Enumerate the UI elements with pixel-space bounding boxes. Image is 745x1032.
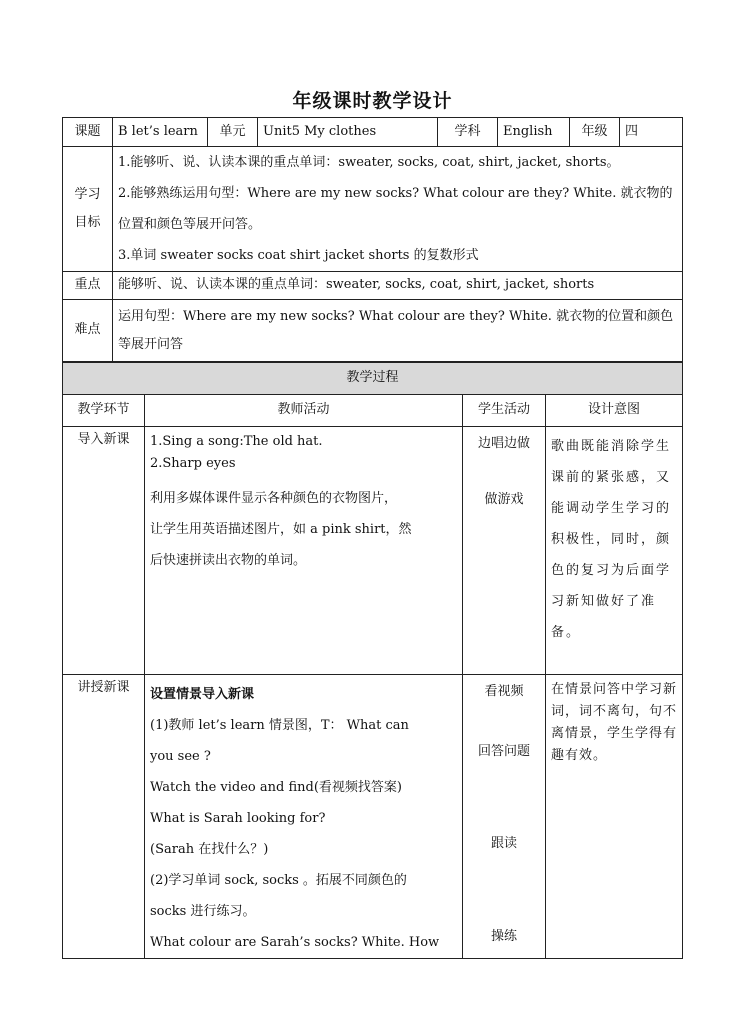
teacher-line: What is Sarah looking for? [150, 811, 326, 826]
teacher-line: Watch the video and find(看视频找答案) [150, 780, 402, 795]
col-header-intent: 设计意图 [546, 395, 683, 427]
teacher-line: 让学生用英语描述图片，如 a pink shirt，然 [150, 522, 412, 537]
objective-item: 1.能够听、说、认读本课的重点单词：sweater, socks, coat, shirt, jacket, shorts。 [118, 155, 620, 170]
student-line: 跟读 [490, 836, 517, 852]
objectives-label-1: 学习 [74, 186, 101, 202]
stage-cell: 讲授新课 [63, 675, 145, 959]
process-table [62, 362, 683, 959]
teacher-activity-cell [145, 427, 463, 675]
teacher-line: What colour are Sarah’s socks? White. How [150, 935, 440, 950]
teacher-line: you see ? [150, 749, 211, 764]
col-header-student: 学生活动 [463, 395, 546, 427]
teacher-line: 后快速拼读出衣物的单词。 [150, 553, 307, 568]
objective-item: 3.单词 sweater socks coat shirt jacket shorts 的复数形式 [118, 248, 479, 263]
teacher-line: (2)学习单词 sock, socks 。拓展不同颜色的 [150, 873, 407, 888]
teacher-line: 2.Sharp eyes [150, 456, 236, 471]
student-activity-cell [463, 427, 546, 675]
grade-label: 年级 [570, 118, 620, 147]
info-table [62, 117, 683, 362]
objective-item: 2.能够熟练运用句型：Where are my new socks? What colour are they? White. 就衣物的位置和颜色等展开问答。 [118, 186, 673, 232]
student-line: 边唱边做 [477, 436, 530, 451]
grade-value: 四 [620, 118, 683, 147]
teacher-activity-cell [145, 675, 463, 959]
page-title: 年级课时教学设计 [292, 90, 453, 112]
student-line: 看视频 [484, 684, 524, 699]
key-point-text: 能够听、说、认读本课的重点单词：sweater, socks, coat, shirt, jacket, shorts [113, 272, 683, 300]
unit-value: Unit5 My clothes [258, 118, 438, 147]
subject-label: 学科 [438, 118, 498, 147]
subject-value: English [498, 118, 570, 147]
key-point-label: 重点 [63, 272, 113, 300]
col-header-teacher: 教师活动 [145, 395, 463, 427]
objectives-cell [113, 147, 683, 272]
student-activity-cell [463, 675, 546, 959]
topic-value: B let’s learn [113, 118, 208, 147]
teacher-line: (Sarah 在找什么？) [150, 842, 269, 857]
difficulty-label: 难点 [63, 300, 113, 362]
teacher-line: (1)教师 let’s learn 情景图，T： What can [150, 718, 409, 733]
teacher-line: socks 进行练习。 [150, 904, 256, 919]
teacher-line: 1.Sing a song:The old hat. [150, 434, 323, 449]
objectives-label-2: 目标 [74, 215, 101, 230]
difficulty-text: 运用句型：Where are my new socks? What colour are they? White. 就衣物的位置和颜色等展开问答 [113, 300, 683, 362]
student-line: 操练 [490, 928, 517, 944]
stage-cell: 导入新课 [63, 427, 145, 675]
teacher-line: 利用多媒体课件显示各种颜色的衣物图片， [150, 491, 398, 506]
design-intent-cell: 歌曲既能消除学生课前的紧张感，又能调动学生学习的积极性，同时，颜色的复习为后面学习新知做好了准备。 [546, 427, 683, 675]
unit-label: 单元 [208, 118, 258, 147]
process-banner: 教学过程 [63, 363, 683, 395]
design-intent-cell: 在情景问答中学习新词，词不离句，句不离情景，学生学得有趣有效。 [546, 675, 683, 959]
col-header-stage: 教学环节 [63, 395, 145, 427]
student-line: 回答问题 [477, 744, 530, 760]
topic-label: 课题 [63, 118, 113, 147]
student-line: 做游戏 [484, 492, 524, 508]
teacher-line: 设置情景导入新课 [150, 687, 255, 702]
objectives-label [63, 147, 113, 272]
